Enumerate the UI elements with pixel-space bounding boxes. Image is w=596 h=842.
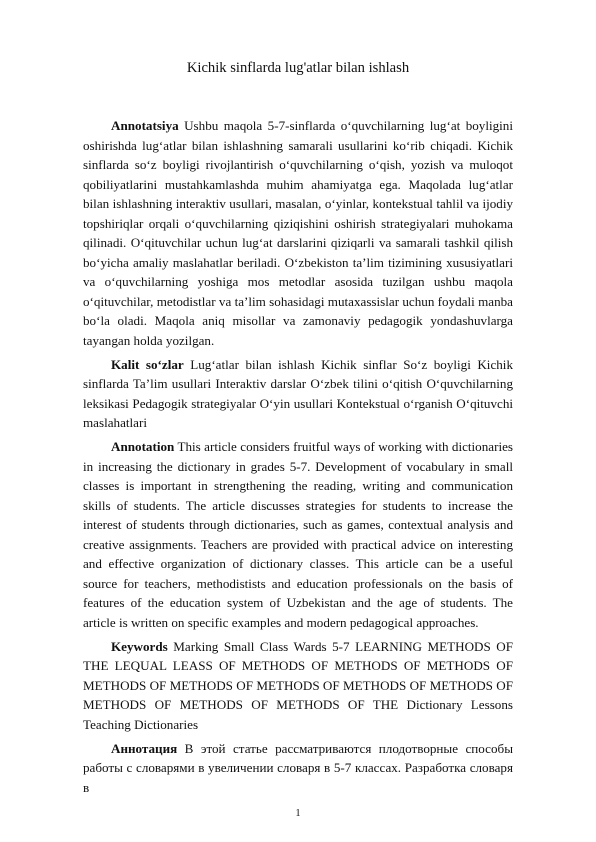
page-number: 1 (295, 808, 301, 819)
annotation-en-text: This article considers fruitful ways of working with dictionaries in increasing the dictionary in grades 5-7. Development of vocabulary in small classes is important in strengthening the reading, writing and communication skills of students. The article discusses strategies for students to increase the interest of students through dictionaries, such as games, contextual analysis and creative assignments. Teachers are provided with practical advice on interesting and effective organization of dictionary classes. This article can be a useful source for teachers, methodistists and education professionals on the basis of features of the education system of Uzbekistan and the age of students. The article is written on specific examples and modern pedagogical approaches. (83, 439, 513, 630)
keywords-uz-text: Lug‘atlar bilan ishlash Kichik sinflar So‘z boyligi Kichik sinflarda Ta’lim usullari Interaktiv darslar O‘zbek tilini o‘qitish O‘quvchilarning leksikasi Pedagogik strategiyalar O‘yin usullari Kontekstual o‘rganish O‘qituvchi maslahatlari (83, 356, 513, 430)
keywords-uz-label: Kalit so‘zlar (111, 356, 184, 372)
annotation-uz-paragraph (83, 116, 513, 350)
keywords-en-paragraph (83, 637, 513, 735)
annotation-ru-paragraph (83, 739, 513, 798)
keywords-uz-paragraph (83, 355, 513, 433)
keywords-en-label: Keywords (111, 638, 168, 654)
annotation-en-label: Annotation (111, 439, 175, 454)
article-title: Kichik sinflarda lug'atlar bilan ishlash (186, 60, 410, 76)
annotation-uz-text: Ushbu maqola 5-7-sinflarda o‘quvchilarning lug‘at boyligini oshirishda lug‘atlar bilan ishlashning samarali usullarini ko‘rib chiqadi. Kichik sinflarda so‘z boyligi rivojlantirish o‘quvchilarning o‘qish, yozish va muloqot qobiliyatlarini mustahkamlashda muhim ahamiyatga ega. Maqolada lug‘atlar bilan ishlashning interaktiv usullari, masalan, o‘yinlar, kontekstual tahlil va ijodiy topshiriqlar orqali o‘quvchilarning qiziqishini oshirish strategiyalari muhokama qilinadi. O‘qituvchilar uchun lug‘at darslarini qiziqarli va samarali tashkil qilish bo‘yicha amaliy maslahatlar beriladi. O‘zbekiston ta’lim tizimining xususiyatlari va o‘quvchilarning yoshiga mos metodlar asosida tuzilgan ushbu maqola o‘qituvchilar, metodistlar va ta’lim sohasidagi mutaxassislar uchun foydali manba bo‘la oladi. Maqola aniq misollar va zamonaviy pedagogik yondashuvlarga tayangan holda yozilgan. (83, 118, 513, 348)
annotation-ru-text: В этой статье рассматриваются плодотворные способы работы с словарями в увеличении словаря в 5-7 классах. Разработка словаря в (83, 740, 513, 795)
annotation-uz-label: Annotatsiya (111, 118, 179, 133)
keywords-en-text: Marking Small Class Wards 5-7 LEARNING METHODS OF THE LEQUAL LEASS OF METHODS OF METHODS OF METHODS OF METHODS OF METHODS OF METHODS OF METHODS OF METHODS OF METHODS OF METHODS OF METHODS OF THE Dictionary Lessons Teaching Dictionaries (83, 638, 513, 732)
article-body (83, 116, 513, 802)
annotation-ru-label: Аннотация (111, 740, 178, 756)
annotation-en-paragraph (83, 437, 513, 632)
